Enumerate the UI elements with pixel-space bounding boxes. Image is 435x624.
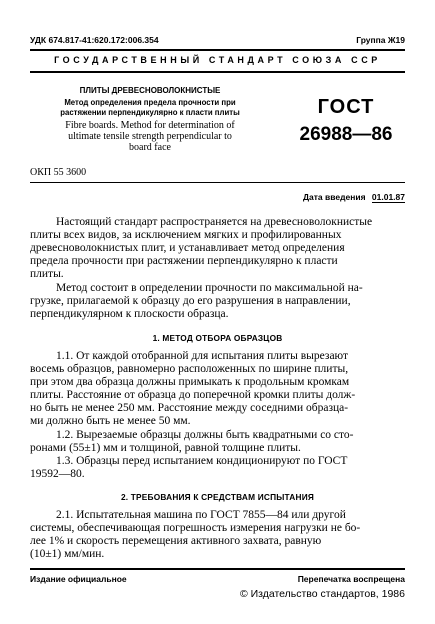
udk-code: УДК 674.817-41:620.172:006.354 [30, 35, 159, 45]
text-line: плиты. [30, 268, 64, 281]
text-line: при этом два образца должны примыкать к продольным кромкам [30, 376, 350, 389]
english-title-line-2: ultimate tensile strength perpendicular to [68, 131, 232, 142]
document-subtitle-line-2: растяжении перпендикулярно к пласти плиты [60, 108, 240, 117]
intro-date-label: Дата введения [302, 192, 366, 202]
text-line: но быть не менее 250 мм. Расстояние между соседними образца- [30, 402, 349, 415]
group-code: Группа Ж19 [356, 35, 405, 45]
text-line: предела прочности при растяжении перпендикулярно к пласти [30, 255, 338, 268]
gost-number: 26988—86 [299, 124, 393, 145]
text-line: Метод состоит в определении прочности по максимальной на- [56, 282, 363, 294]
text-line: плиты. Расстояние от образца до поперечной кромки плиты долж- [30, 389, 356, 402]
text-line: 2.1. Испытательная машина по ГОСТ 7855—84 или другой [56, 509, 346, 521]
section-2-clause-2-1 [30, 509, 405, 561]
text-line: 19592—80. [30, 468, 85, 481]
text-line: перпендикулярном к плоскости образца. [30, 308, 229, 321]
text-line: 1.1. От каждой отобранной для испытания плиты вырезают [56, 350, 349, 362]
okp-code: ОКП 55 3600 [30, 167, 87, 178]
official-edition-label: Издание официальное [30, 574, 127, 584]
reprint-notice: Перепечатка воспрещена [297, 574, 405, 584]
header-bottom-rule [30, 71, 405, 73]
section-1-clause-1-3 [30, 455, 405, 481]
text-line: грузке, прилагаемой к образцу до его разрушения в направлении, [30, 295, 351, 308]
standard-line: ГОСУДАРСТВЕННЫЙ СТАНДАРТ СОЮЗА ССР [54, 55, 381, 65]
english-title-line-1: Fibre boards. Method for determination of [65, 120, 235, 131]
publisher-copyright: © Издательство стандартов, 1986 [239, 588, 405, 600]
text-line: плиты всех видов, за исключением мягких и профилированных [30, 229, 342, 242]
section-1-heading: 1. МЕТОД ОТБОРА ОБРАЗЦОВ [152, 333, 283, 343]
intro-paragraph-2 [30, 282, 405, 321]
text-line: восемь образцов, равномерно расположенных по ширине плиты, [30, 363, 349, 376]
text-line: 1.3. Образцы перед испытанием кондиционируют по ГОСТ [56, 455, 348, 467]
text-line: (10±1) мм/мин. [30, 548, 105, 561]
section-1-clause-1-1 [30, 350, 405, 429]
intro-date-value: 01.01.87 [371, 192, 405, 202]
text-line: древесноволокнистых плит, и устанавливает метод определения [30, 242, 345, 255]
text-line: 1.2. Вырезаемые образцы должны быть квадратными со сто- [56, 429, 354, 441]
title-block-rule [30, 182, 405, 183]
text-line: лее 1% и скорость перемещения активного захвата, равную [30, 535, 322, 548]
gost-label: ГОСТ [317, 96, 375, 118]
intro-paragraph-1 [30, 216, 405, 281]
document-title: ПЛИТЫ ДРЕВЕСНОВОЛОКНИСТЫЕ [79, 86, 221, 95]
text-line: ми должно быть не менее 50 мм. [30, 415, 191, 428]
text-line: системы, обеспечивающая погрешность измерения нагрузки не бо- [30, 522, 361, 535]
section-1-clause-1-2 [30, 429, 405, 455]
section-2-heading: 2. ТРЕБОВАНИЯ К СРЕДСТВАМ ИСПЫТАНИЯ [120, 492, 315, 502]
document-subtitle-line-1: Метод определения предела прочности при [64, 98, 236, 107]
footer-rule [30, 568, 405, 570]
text-line: ронами (55±1) мм и толщиной, равной толщине плиты. [30, 442, 301, 455]
english-title-line-3: board face [129, 142, 171, 153]
intro-date [303, 192, 405, 202]
text-line: Настоящий стандарт распространяется на древесноволокнистые [56, 216, 373, 228]
header-top-rule [30, 49, 405, 51]
